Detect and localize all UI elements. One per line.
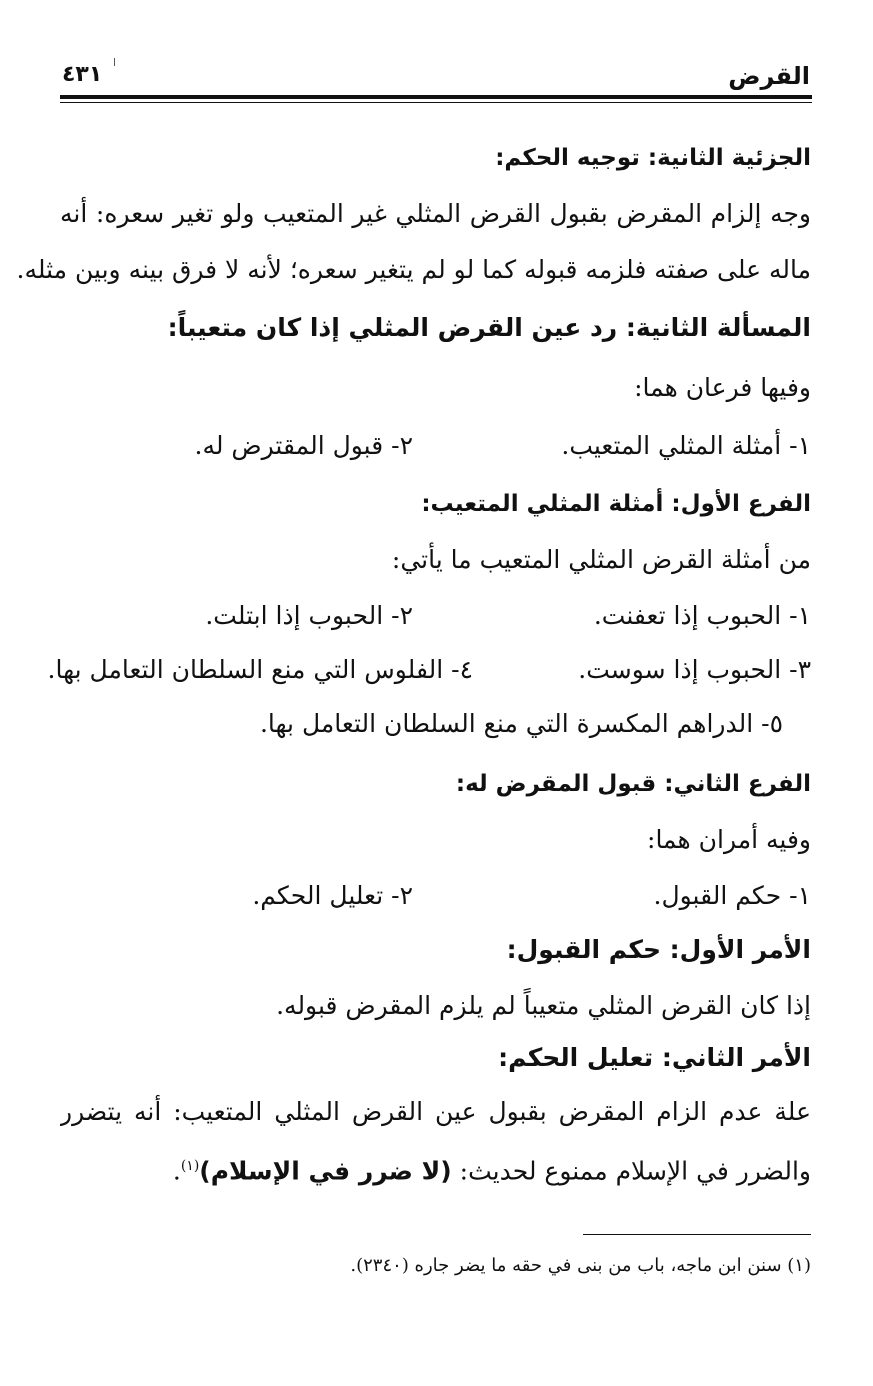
header-rule-thin [60,102,812,103]
list-item: ٢- الحبوب إذا ابتلت. [205,601,413,630]
running-title: القرض [728,62,810,90]
branch-heading: الفرع الأول: أمثلة المثلي المتعيب: [421,491,811,517]
paragraph-line: وفيه أمران هما: [647,825,811,854]
paragraph-line: إذا كان القرض المثلي متعيباً لم يلزم المقرض قبوله. [276,991,811,1020]
list-item: ١- أمثلة المثلي المتعيب. [561,431,811,460]
page-number: ٤٣١ [62,62,103,87]
subheading-justification: الجزئية الثانية: توجيه الحكم: [495,145,811,171]
margin-mark [114,58,115,66]
list-item: ١- حكم القبول. [653,881,811,910]
paragraph-line: من أمثلة القرض المثلي المتعيب ما يأتي: [391,545,811,574]
footnote-reference[interactable]: (١) [180,1158,200,1174]
footnote: (١) سنن ابن ماجه، باب من بنى في حقه ما يضر جاره (٢٣٤٠). [350,1255,811,1276]
paragraph-text: والضرر في الإسلام ممنوع لحديث: [459,1156,811,1186]
list-item: ٢- قبول المقترض له. [194,431,413,460]
paragraph-line: وجه إلزام المقرض بقبول القرض المثلي غير المتعيب ولو تغير سعره: أنه [60,199,811,228]
list-item: ٤- الفلوس التي منع السلطان التعامل بها. [47,655,473,684]
paragraph-line: علة عدم الزام المقرض بقبول عين القرض المثلي المتعيب: أنه يتضرر [60,1097,811,1126]
page-header [60,52,812,96]
branch-heading: الفرع الثاني: قبول المقرض له: [455,771,811,797]
paragraph-line [173,1148,811,1189]
matter-heading: الأمر الأول: حكم القبول: [506,935,811,964]
list-item: ١- الحبوب إذا تعفنت. [593,601,811,630]
list-item: ٢- تعليل الحكم. [252,881,413,910]
matter-heading: الأمر الثاني: تعليل الحكم: [498,1043,811,1072]
list-item: ٣- الحبوب إذا سوست. [578,655,811,684]
paragraph-line: ماله على صفته فلزمه قبوله كما لو لم يتغير سعره؛ لأنه لا فرق بينه وبين مثله. [16,255,811,284]
header-rule [60,95,812,99]
paragraph-line: وفيها فرعان هما: [634,373,811,402]
footnote-separator [583,1234,811,1235]
hadith-quote: (لا ضرر في الإسلام) [199,1156,452,1186]
section-heading: المسألة الثانية: رد عين القرض المثلي إذا كان متعيباً: [167,313,811,342]
sentence-end: . [172,1156,181,1186]
list-item: ٥- الدراهم المكسرة التي منع السلطان التعامل بها. [259,709,783,738]
